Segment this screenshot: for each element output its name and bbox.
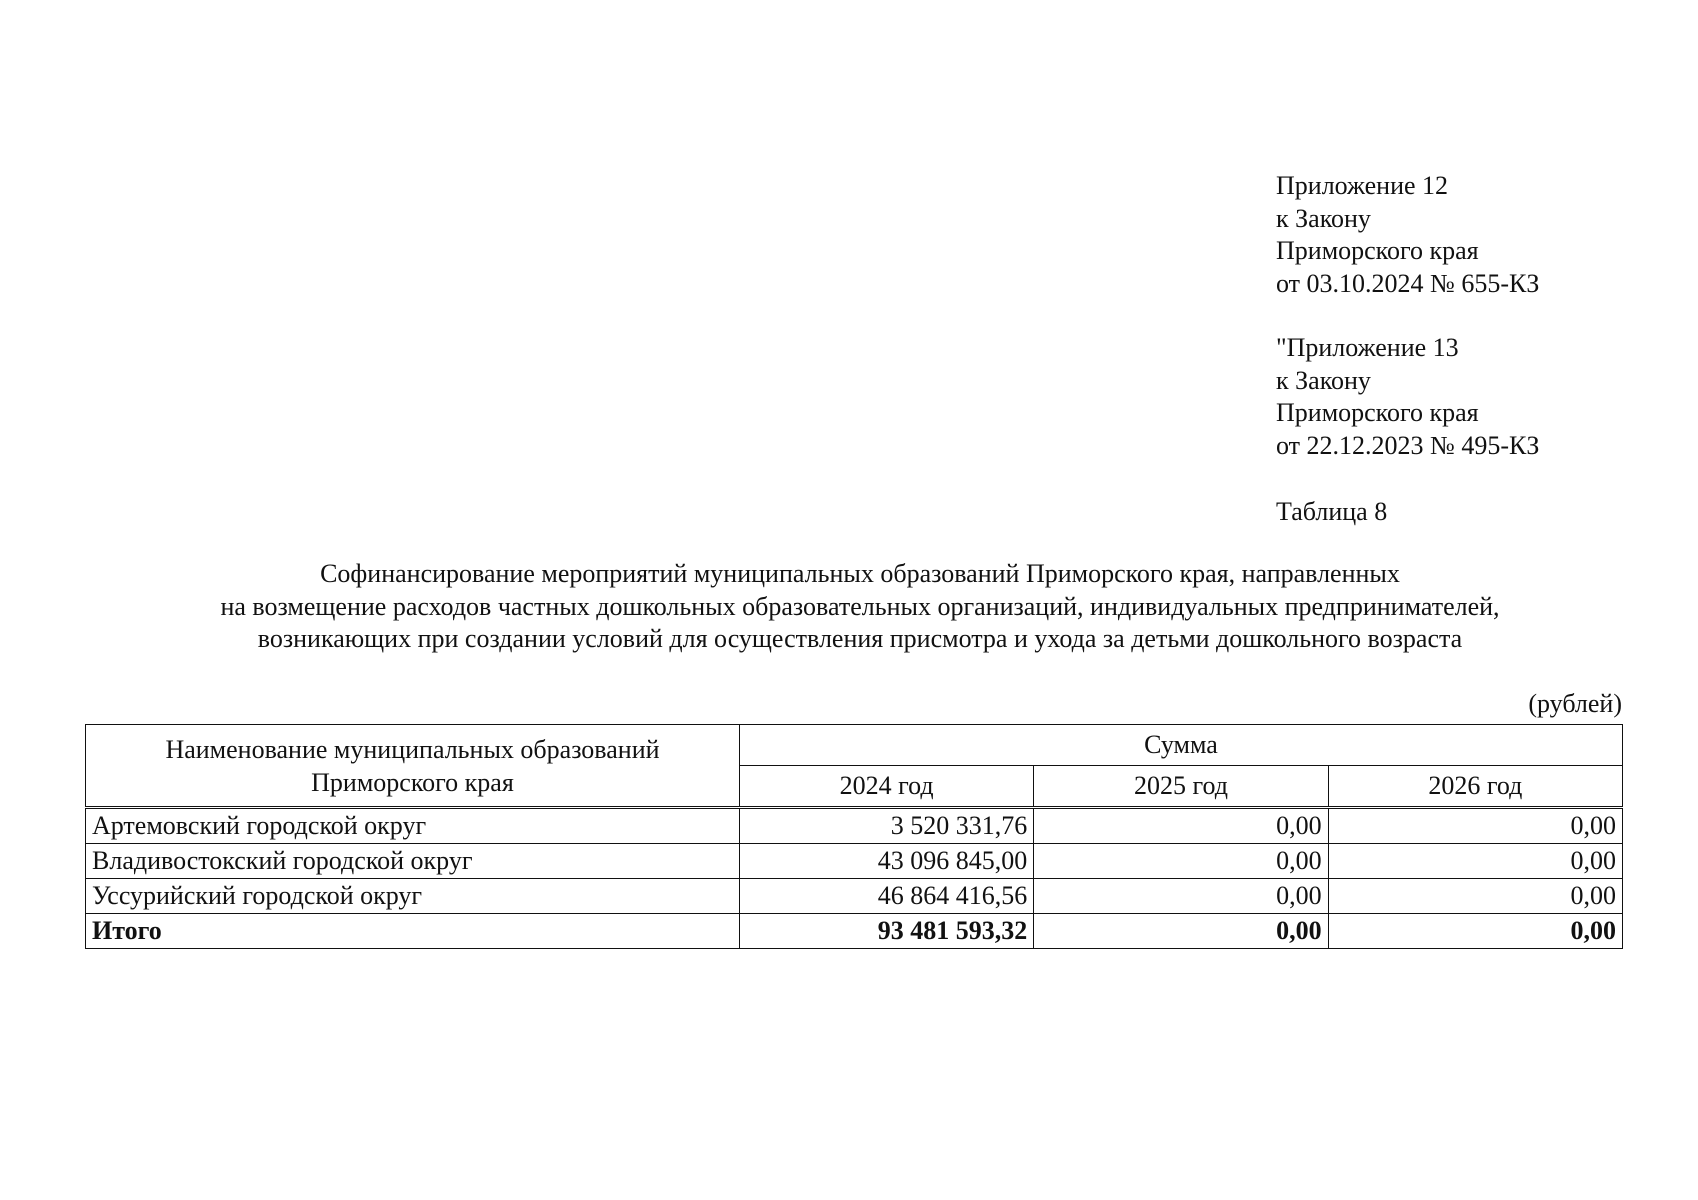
header-sum: Сумма [739, 725, 1622, 766]
row-municipality-name: Уссурийский городской округ [86, 879, 740, 914]
header-year-2026: 2026 год [1328, 766, 1622, 808]
row-municipality-name: Владивостокский городской округ [86, 844, 740, 879]
row-amount-2024: 46 864 416,56 [739, 879, 1033, 914]
annex-13-line-4: от 22.12.2023 № 495-КЗ [1276, 430, 1540, 460]
row-municipality-name: Артемовский городской округ [86, 808, 740, 844]
title-line-1: Софинансирование мероприятий муниципальных образований Приморского края, направленных [320, 559, 1400, 588]
annex-13-line-3: Приморского края [1276, 398, 1479, 427]
header-year-2024: 2024 год [739, 766, 1033, 808]
row-amount-2025: 0,00 [1034, 844, 1328, 879]
row-amount-2024: 43 096 845,00 [739, 844, 1033, 879]
total-row [86, 914, 1623, 949]
header-year-2025: 2025 год [1034, 766, 1328, 808]
row-amount-2025: 0,00 [1034, 879, 1328, 914]
header-municipality [86, 725, 740, 808]
table-row [86, 879, 1623, 914]
table-row [86, 808, 1623, 844]
annex-12-line-1: Приложение 12 [1276, 171, 1449, 200]
row-amount-2026: 0,00 [1328, 808, 1622, 844]
header-municipality-line-2: Приморского края [311, 767, 514, 797]
row-amount-2026: 0,00 [1328, 879, 1622, 914]
annex-13-reference [1276, 332, 1539, 462]
total-amount-2026: 0,00 [1328, 914, 1622, 949]
annex-12-line-3: Приморского края [1276, 236, 1479, 265]
annex-12-reference [1276, 170, 1539, 300]
row-amount-2026: 0,00 [1328, 844, 1622, 879]
total-amount-2025: 0,00 [1034, 914, 1328, 949]
annex-13-line-1: "Приложение 13 [1276, 333, 1459, 362]
title-line-3: возникающих при создании условий для осуществления присмотра и ухода за детьми дошкольного возраста [257, 624, 1463, 653]
annex-12-line-4: от 03.10.2024 № 655-КЗ [1276, 268, 1540, 298]
table-number [1276, 496, 1387, 529]
table-row [86, 844, 1623, 879]
title-line-2: на возмещение расходов частных дошкольных образовательных организаций, индивидуальных предпринимателей, [220, 591, 1500, 621]
row-amount-2024: 3 520 331,76 [739, 808, 1033, 844]
row-amount-2025: 0,00 [1034, 808, 1328, 844]
funding-table [85, 724, 1623, 949]
document-title [130, 558, 1590, 656]
total-amount-2024: 93 481 593,32 [739, 914, 1033, 949]
header-municipality-line-1: Наименование муниципальных образований [165, 734, 660, 764]
annex-12-line-2: к Закону [1276, 203, 1371, 233]
table-number-label: Таблица 8 [1276, 497, 1388, 526]
annex-13-line-2: к Закону [1276, 365, 1371, 395]
units-label: (рублей) [1528, 689, 1622, 718]
total-label: Итого [86, 914, 740, 949]
